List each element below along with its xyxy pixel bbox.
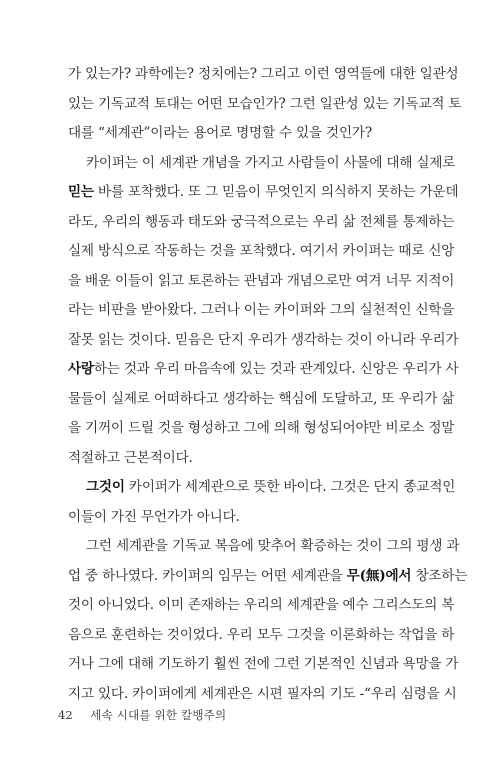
emphasis-believe: 믿는	[68, 184, 94, 200]
body-line	[68, 565, 468, 587]
line-text: 바를 포착했다. 또 그 믿음이 무엇인지 의식하지 못하는 가운데	[98, 184, 459, 200]
body-line: 실제 방식으로 작동하는 것을 포착했다. 여기서 카이퍼는 때로 신앙	[68, 243, 455, 259]
emphasis-love: 사랑	[68, 361, 94, 377]
body-line: 것이 아니었다. 이미 존재하는 우리의 세계관을 예수 그리스도의 복	[68, 597, 455, 613]
body-line: 물들이 실제로 어떠하다고 생각하는 핵심에 도달하고, 또 우리가 삶	[68, 391, 455, 407]
body-line: 가 있는가? 과학에는? 정치에는? 그리고 이런 영역들에 대한 일관성	[68, 66, 459, 82]
body-line: 거나 그에 대해 기도하기 훨씬 전에 그런 기본적인 신념과 욕망을 가	[68, 656, 459, 672]
body-line: 잘못 읽는 것이다. 믿음은 단지 우리가 생각하는 것이 아니라 우리가	[68, 332, 459, 348]
body-line: 그런 세계관을 기독교 복음에 맞추어 확증하는 것이 그의 평생 과	[86, 538, 460, 554]
line-text: 카이퍼가 세계관으로 뜻한 바이다. 그것은 단지 종교적인	[128, 479, 456, 495]
body-line: 음으로 훈련하는 것이었다. 우리 모두 그것을 이론화하는 작업을 하	[68, 627, 455, 643]
body-line: 라는 비판을 받아왔다. 그러나 이는 카이퍼와 그의 실천적인 신학을	[68, 302, 455, 318]
body-line	[68, 181, 459, 203]
body-line: 적절하고 근본적이다.	[68, 450, 193, 466]
body-line: 카이퍼는 이 세계관 개념을 가지고 사람들이 사물에 대해 실제로	[86, 155, 456, 171]
body-line	[68, 358, 459, 380]
line-text: 하는 것과 우리 마음속에 있는 것과 관계있다. 신앙은 우리가 사	[93, 361, 459, 377]
body-line: 을 기꺼이 드릴 것을 형성하고 그에 의해 형성되어야만 비로소 정말	[68, 420, 455, 436]
line-text: 창조하는	[415, 568, 468, 584]
page-footer	[58, 706, 226, 724]
body-line: 을 배운 이들이 읽고 토론하는 관념과 개념으로만 여겨 너무 지적이	[68, 273, 455, 289]
running-title: 세속 시대를 위한 칼뱅주의	[90, 708, 227, 722]
emphasis-ex-nihilo: 무(無)에서	[346, 568, 412, 584]
page-number: 42	[58, 708, 73, 722]
body-line: 있는 기독교적 토대는 어떤 모습인가? 그런 일관성 있는 기독교적 토	[68, 96, 462, 112]
body-line: 지고 있다. 카이퍼에게 세계관은 시편 필자의 기도 -“우리 심령을 시	[68, 686, 457, 702]
line-text: 업 중 하나였다. 카이퍼의 임무는 어떤 세계관을	[68, 568, 343, 584]
emphasis-that: 그것이	[86, 479, 125, 495]
body-line	[86, 476, 456, 498]
body-line: 라도, 우리의 행동과 태도와 궁극적으로는 우리 삶 전체를 통제하는	[68, 214, 455, 230]
body-line: 대를 “세계관”이라는 용어로 명명할 수 있을 것인가?	[68, 125, 372, 141]
body-line: 이들이 가진 무언가가 아니다.	[68, 509, 240, 525]
